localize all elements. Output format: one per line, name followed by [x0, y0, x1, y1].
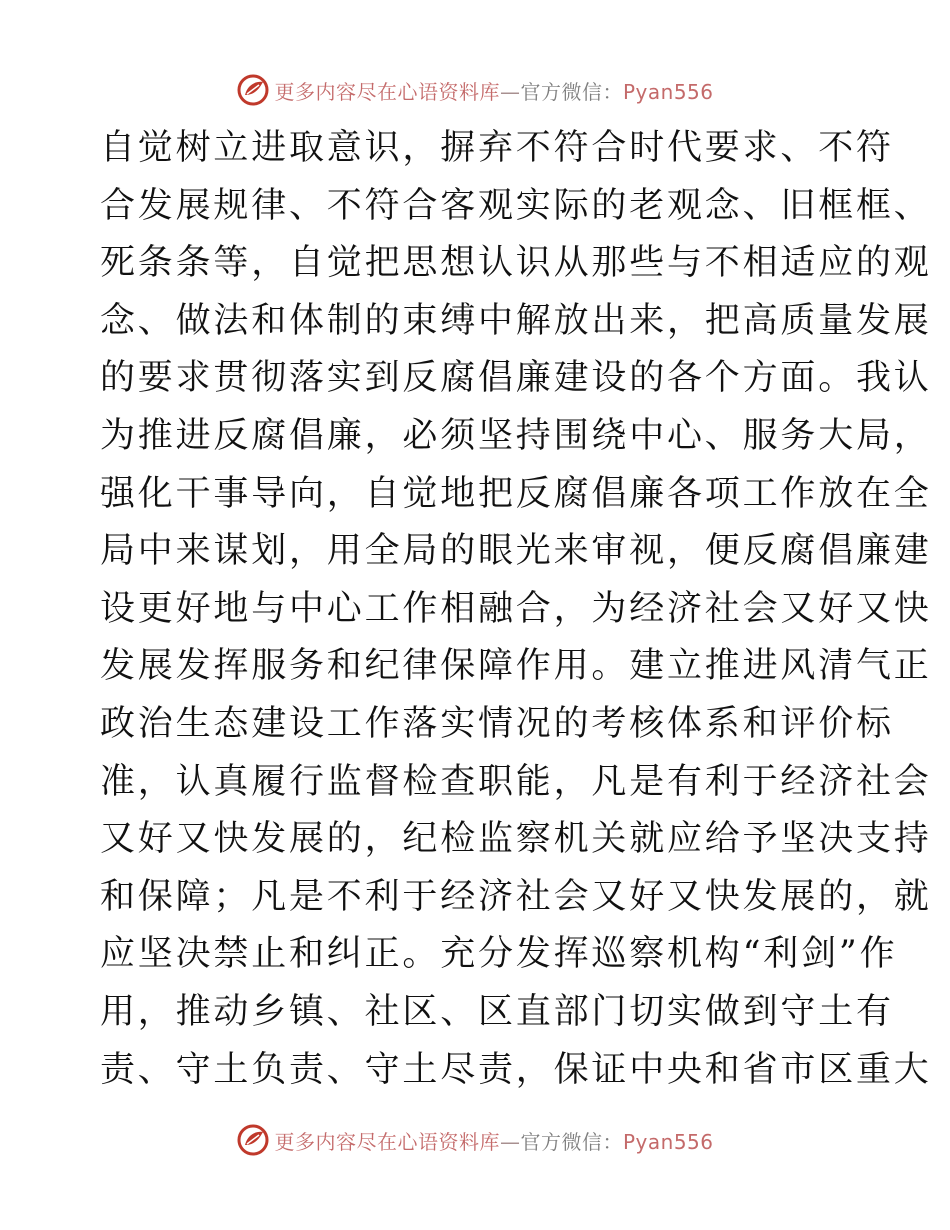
body-line: 局中来谋划，用全局的眼光来审视，便反腐倡廉建 [100, 531, 932, 572]
body-text [100, 120, 932, 1099]
footer-banner [0, 1120, 950, 1160]
header-contact-label: 官方微信： [520, 79, 623, 104]
header-banner-text [274, 76, 713, 105]
footer-contact-label: 官方微信： [520, 1129, 623, 1154]
body-line: 应坚决禁止和纠正。充分发挥巡察机构“利剑”作 [100, 934, 898, 975]
body-line: 念、做法和体制的束缚中解放出来，把高质量发展 [100, 300, 932, 341]
body-line: 合发展规律、不符合客观实际的老观念、旧框框、 [100, 185, 932, 226]
red-leaf-logo-icon [236, 73, 270, 107]
body-line: 的要求贯彻落实到反腐倡廉建设的各个方面。我认 [100, 358, 932, 399]
body-line: 准，认真履行监督检查职能，凡是有利于经济社会 [100, 761, 932, 802]
body-line: 强化干事导向，自觉地把反腐倡廉各项工作放在全 [100, 473, 932, 514]
body-line: 设更好地与中心工作相融合，为经济社会又好又快 [100, 588, 932, 629]
header-dash: — [499, 79, 521, 104]
footer-brand-text: 更多内容尽在心语资料库 [274, 1129, 500, 1154]
footer-dash: — [499, 1129, 521, 1154]
body-line: 为推进反腐倡廉，必须坚持围绕中心、服务大局， [100, 415, 932, 456]
body-line: 政治生态建设工作落实情况的考核体系和评价标 [100, 703, 894, 744]
footer-contact-id: Pyan556 [622, 1129, 714, 1154]
body-line: 又好又快发展的，纪检监察机关就应给予坚决支持 [100, 819, 932, 860]
body-line: 责、守土负责、守土尽责，保证中央和省市区重大 [100, 1049, 932, 1090]
body-line: 和保障；凡是不利于经济社会又好又快发展的，就 [100, 876, 932, 917]
header-brand-text: 更多内容尽在心语资料库 [274, 79, 500, 104]
footer-banner-text [274, 1126, 713, 1155]
body-line: 用，推动乡镇、社区、区直部门切实做到守土有 [100, 991, 894, 1032]
body-line: 发展发挥服务和纪律保障作用。建立推进风清气正 [100, 646, 932, 687]
body-line: 死条条等，自觉把思想认识从那些与不相适应的观 [100, 243, 932, 284]
red-leaf-logo-icon [236, 1123, 270, 1157]
header-contact-id: Pyan556 [622, 79, 714, 104]
body-line: 自觉树立进取意识，摒弃不符合时代要求、不符 [100, 128, 894, 168]
header-banner [0, 70, 950, 110]
